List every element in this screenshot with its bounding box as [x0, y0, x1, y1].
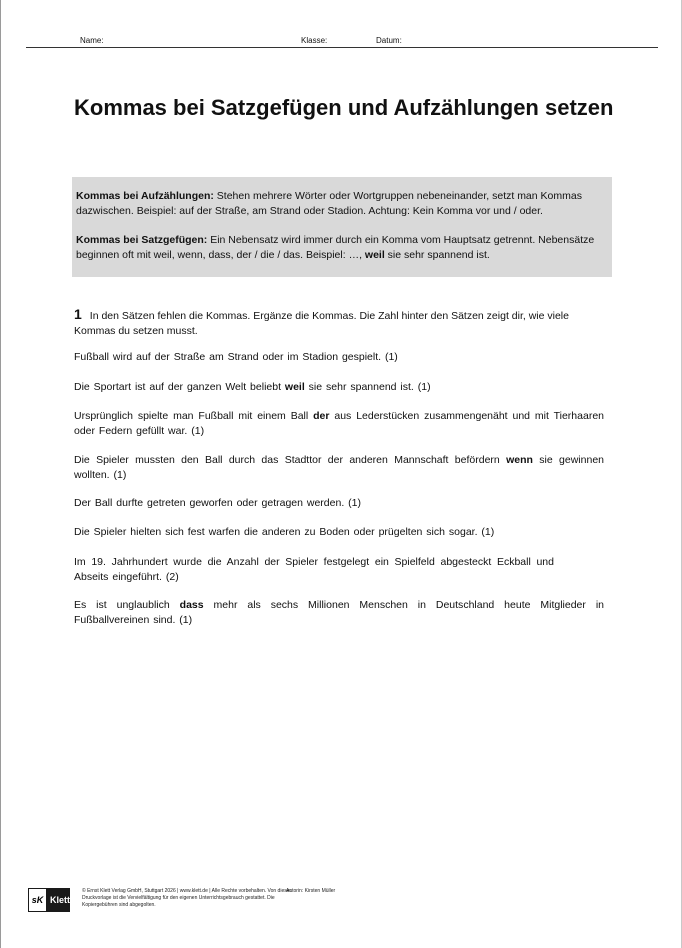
task-text: In den Sätzen fehlen die Kommas. Ergänze die Kommas. Die Zahl hinter den Sätzen zeigt dir, wie viele Kommas du setzen musst. — [74, 310, 569, 337]
page-title: Kommas bei Satzgefügen und Aufzählungen setzen — [74, 95, 614, 120]
exercise-sentence: Ursprünglich spielte man Fußball mit einem Ball der aus Lederstücken zusammengenäht und mit Tierhaaren oder Federn gefüllt war. (1) — [74, 410, 605, 437]
info-lead: Kommas bei Satzgefügen: — [76, 234, 208, 246]
copyright-text: © Ernst Klett Verlag GmbH, Stuttgart 2026 | www.klett.de | Alle Rechte vorbehalten. Von dieser Druckvorlage ist die Vervielfältigung für den eigenen Unterrichtsgebrauch gestattet. Die Kopiergebühren sind abgegolten. — [82, 888, 292, 908]
klett-logo-mark: sK — [28, 888, 47, 912]
exercise-sentence: Fußball wird auf der Straße am Strand oder im Stadion gespielt. (1) — [74, 351, 398, 363]
info-text: sie sehr spannend ist. — [384, 249, 490, 261]
exercise-sentence: Der Ball durfte getreten geworfen oder getragen werden. (1) — [74, 497, 361, 509]
datum-label: Datum: — [376, 36, 402, 45]
author-text: Autorin: Kirsten Müller — [286, 888, 336, 894]
worksheet-header — [26, 34, 658, 48]
exercise-sentence: Die Spieler hielten sich fest warfen die anderen zu Boden oder prügelten sich sogar. (1) — [74, 526, 495, 538]
info-bold-word: weil — [364, 249, 385, 261]
exercise-sentence: Es ist unglaublich dass mehr als sechs Millionen Menschen in Deutschland heute Mitglieder in Fußballvereinen sind. (1) — [74, 599, 604, 626]
klett-logo-text: Klett — [50, 895, 70, 905]
page-footer — [26, 888, 666, 916]
task-instruction — [74, 307, 604, 338]
name-label: Name: — [80, 36, 104, 45]
klett-logo — [28, 888, 70, 912]
info-text: Stehen mehrere Wörter oder Wortgruppen nebeneinander, setzt man Kommas dazwischen. Beispiel: auf der Straße, am Strand oder Stadion. Achtung: Kein Komma vor und / oder. — [76, 190, 582, 217]
info-paragraph-satzgefuege — [76, 233, 606, 263]
info-text: Ein Nebensatz wird immer durch ein Komma vom Hauptsatz getrennt. Nebensätze beginnen oft mit weil, wenn, dass, der / die / das. Beispiel: …, — [76, 234, 595, 261]
exercise-sentence: Im 19. Jahrhundert wurde die Anzahl der Spieler festgelegt ein Spielfeld abgesteckt Eckball und Abseits eingeführt. (2) — [74, 556, 554, 583]
exercise-sentence: Die Spieler mussten den Ball durch das Stadttor der anderen Mannschaft befördern wenn sie gewinnen wollten. (1) — [74, 454, 605, 481]
info-box — [72, 177, 612, 277]
exercise-sentence: Die Sportart ist auf der ganzen Welt beliebt weil sie sehr spannend ist. (1) — [74, 381, 431, 393]
info-paragraph-aufzaehlungen — [76, 189, 606, 219]
page-edge — [0, 0, 1, 948]
klasse-label: Klasse: — [301, 36, 328, 45]
info-lead: Kommas bei Aufzählungen: — [76, 190, 214, 202]
task-number: 1 — [74, 306, 82, 322]
